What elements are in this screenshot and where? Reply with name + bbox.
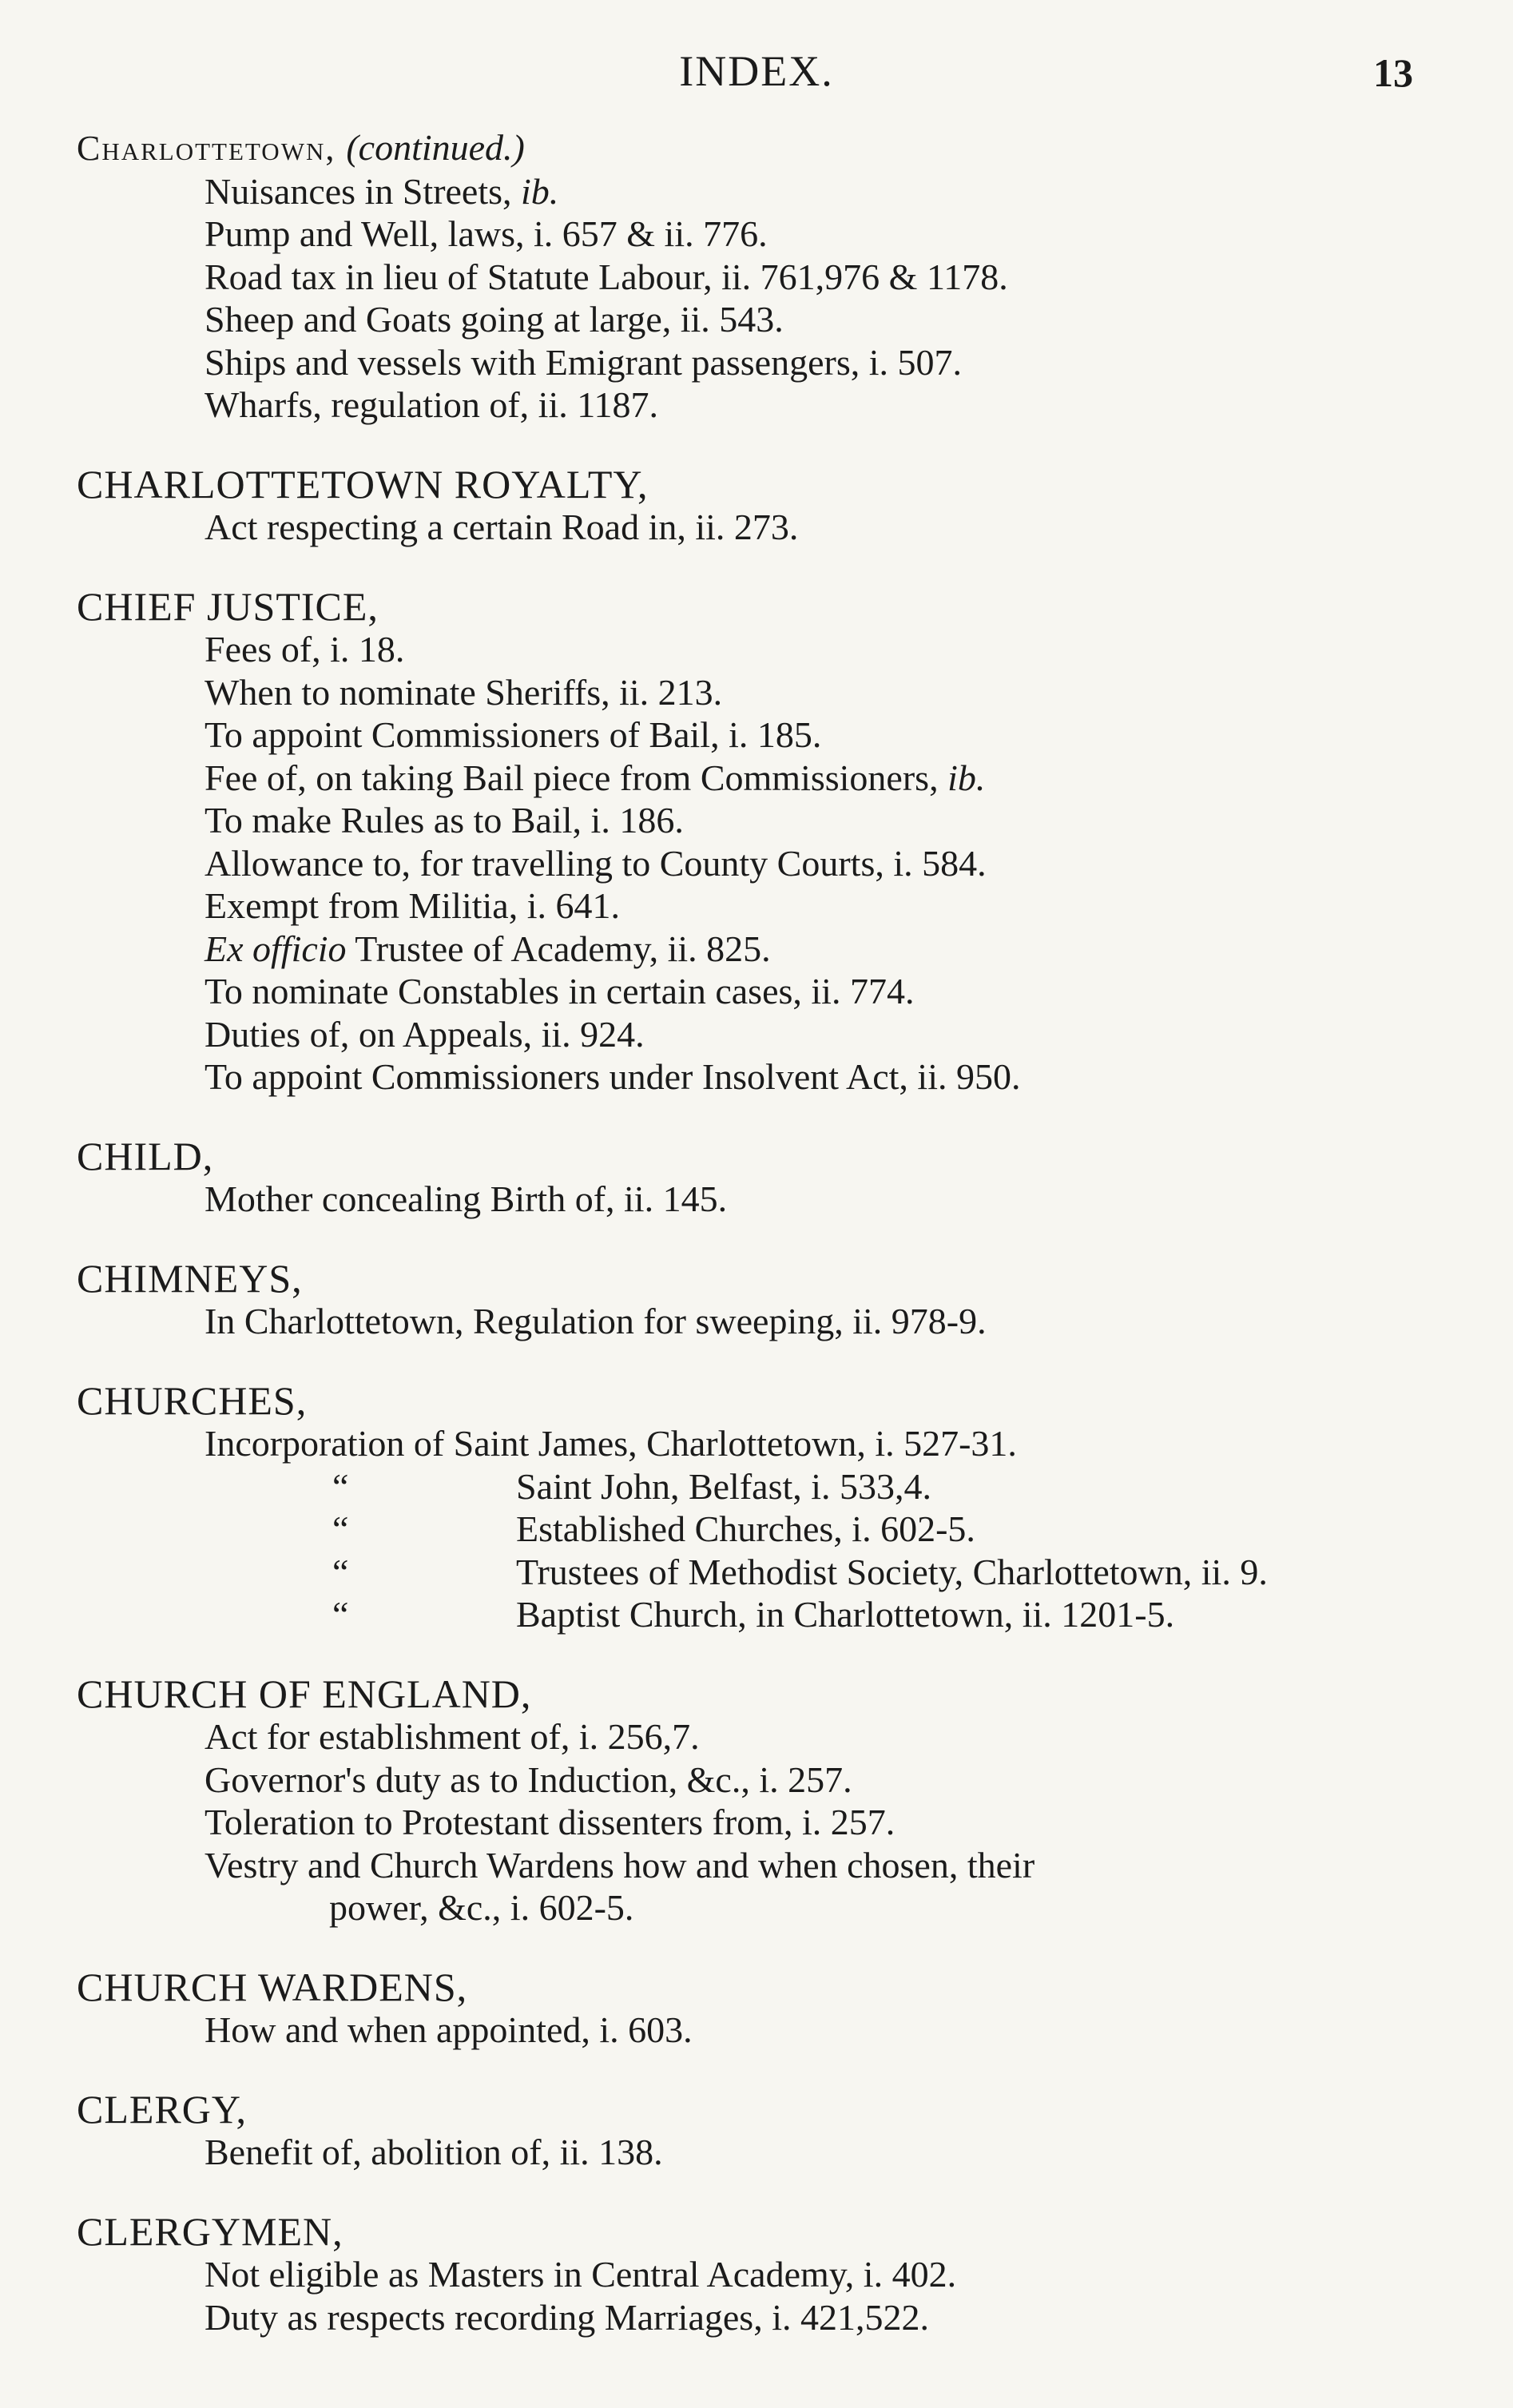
subline-text: Fee of, on taking Bail piece from Commissioners, — [205, 757, 948, 798]
entry-subline — [77, 1801, 1451, 1844]
running-title: INDEX. — [679, 47, 834, 95]
italic-reference: ib. — [521, 170, 559, 212]
subline-text: When to nominate Sheriffs, ii. 213. — [205, 671, 723, 713]
entry-subline — [77, 1300, 1451, 1343]
entry-subline — [77, 256, 1451, 299]
subline-text: Benefit of, abolition of, ii. 138. — [205, 2132, 663, 2172]
index-entry — [77, 583, 1451, 1099]
entry-heading-text: CHURCH OF ENGLAND, — [77, 1671, 532, 1716]
subline-text: Trustee of Academy, ii. 825. — [346, 928, 771, 969]
entry-subline — [77, 1422, 1451, 1465]
subline-text: Toleration to Protestant dissenters from, i. 257. — [205, 1802, 895, 1842]
index-entry — [77, 126, 1451, 427]
entry-subline — [77, 713, 1451, 757]
entry-subline — [77, 1886, 1451, 1929]
entry-subline — [77, 970, 1451, 1013]
entry-heading-text: CHARLOTTETOWN ROYALTY, — [77, 461, 649, 507]
ditto-mark: “ — [332, 1594, 349, 1635]
subline-text: To nominate Constables in certain cases, ii. 774. — [205, 971, 915, 1011]
subline-text: Mother concealing Birth of, ii. 145. — [205, 1178, 728, 1219]
entry-heading-text: CLERGYMEN, — [77, 2208, 344, 2254]
entry-subline — [77, 842, 1451, 885]
ditto-mark: “ — [332, 1508, 349, 1549]
entry-subline — [77, 506, 1451, 549]
entry-subline — [77, 2253, 1451, 2296]
index-entry — [77, 1966, 1451, 2052]
ditto-subline — [77, 1593, 1451, 1636]
entry-subline — [77, 170, 1451, 213]
subline-text: Act respecting a certain Road in, ii. 273. — [205, 507, 799, 547]
subline-text: Fees of, i. 18. — [205, 629, 405, 670]
subline-text: Sheep and Goats going at large, ii. 543. — [205, 299, 784, 340]
entry-subline — [77, 757, 1451, 800]
subline-text: To appoint Commissioners under Insolvent Act, ii. 950. — [205, 1056, 1021, 1097]
ditto-mark: “ — [332, 1465, 349, 1507]
entry-subline — [77, 1844, 1451, 1887]
subline-text: Trustees of Methodist Society, Charlottetown, ii. 9. — [516, 1551, 1268, 1592]
entry-subline — [77, 884, 1451, 928]
subline-text: In Charlottetown, Regulation for sweeping, ii. 978-9. — [205, 1301, 987, 1341]
index-entry — [77, 2208, 1451, 2339]
index-entry — [77, 463, 1451, 549]
index-entry — [77, 1377, 1451, 1636]
page-number: 13 — [1373, 50, 1413, 95]
entry-heading — [77, 2208, 1451, 2254]
subline-text: Saint John, Belfast, i. 533,4. — [516, 1465, 932, 1507]
entry-subline — [77, 1013, 1451, 1056]
entry-subline — [77, 298, 1451, 341]
subline-text: Road tax in lieu of Statute Labour, ii. 761,976 & 1178. — [205, 256, 1008, 297]
entry-heading — [77, 1673, 1451, 1716]
subline-text: Pump and Well, laws, i. 657 & ii. 776. — [205, 213, 768, 254]
entry-subline — [77, 671, 1451, 714]
entry-subline — [77, 2296, 1451, 2339]
entry-subline — [77, 1715, 1451, 1758]
subline-text: Exempt from Militia, i. 641. — [205, 885, 620, 926]
entry-heading — [77, 1377, 1451, 1423]
ditto-subline — [77, 1508, 1451, 1551]
subline-text: Not eligible as Masters in Central Academy, i. 402. — [205, 2254, 957, 2295]
subline-text: power, &c., i. 602-5. — [329, 1887, 634, 1928]
entry-heading-text: CHURCH WARDENS, — [77, 1964, 468, 2009]
entry-heading — [77, 463, 1451, 507]
entry-subline — [77, 2131, 1451, 2174]
entry-heading-text: CHIEF JUSTICE, — [77, 583, 379, 629]
index-entry — [77, 1673, 1451, 1929]
subline-text: Act for establishment of, i. 256,7. — [205, 1716, 700, 1757]
entry-subline — [77, 799, 1451, 842]
subline-text: Established Churches, i. 602-5. — [516, 1508, 975, 1549]
entry-subline — [77, 1055, 1451, 1099]
ditto-subline — [77, 1551, 1451, 1594]
italic-reference: ib. — [947, 757, 986, 798]
entry-subline — [77, 628, 1451, 671]
subline-text: How and when appointed, i. 603. — [205, 2009, 693, 2050]
subline-text: To appoint Commissioners of Bail, i. 185. — [205, 714, 822, 755]
entry-heading — [77, 1135, 1451, 1178]
subline-text: Governor's duty as to Induction, &c., i. 257. — [205, 1758, 852, 1800]
entry-subline — [77, 1758, 1451, 1802]
subline-text: Incorporation of Saint James, Charlottetown, i. 527-31. — [205, 1423, 1017, 1464]
entry-heading-text: Charlottetown, — [77, 129, 336, 168]
entry-heading-text: CHIMNEYS, — [77, 1255, 303, 1301]
italic-term: Ex officio — [205, 928, 347, 969]
entry-heading — [77, 1255, 1451, 1301]
subline-text: Duties of, on Appeals, ii. 924. — [205, 1013, 645, 1055]
index-entries — [77, 126, 1451, 2375]
subline-text: Allowance to, for travelling to County Courts, i. 584. — [205, 842, 987, 884]
subline-text: Duty as respects recording Marriages, i. 421,522. — [205, 2296, 929, 2338]
entry-heading — [77, 1966, 1451, 2009]
entry-subline — [77, 341, 1451, 384]
entry-subline — [77, 213, 1451, 256]
entry-heading-note: (continued.) — [346, 127, 525, 168]
index-entry — [77, 2088, 1451, 2174]
entry-heading — [77, 583, 1451, 629]
entry-subline — [77, 383, 1451, 427]
entry-subline — [77, 928, 1451, 971]
entry-subline — [77, 2009, 1451, 2052]
index-entry — [77, 1135, 1451, 1221]
entry-heading-text: CHILD, — [77, 1133, 214, 1178]
subline-text: Nuisances in Streets, — [205, 170, 522, 212]
subline-text: Baptist Church, in Charlottetown, ii. 1201-5. — [516, 1594, 1175, 1635]
ditto-subline — [77, 1465, 1451, 1508]
ditto-mark: “ — [332, 1551, 349, 1592]
entry-heading-text: CHURCHES, — [77, 1377, 308, 1423]
subline-text: To make Rules as to Bail, i. 186. — [205, 800, 684, 840]
entry-heading — [77, 126, 1451, 170]
entry-subline — [77, 1178, 1451, 1221]
subline-text: Vestry and Church Wardens how and when chosen, their — [205, 1844, 1035, 1885]
entry-heading — [77, 2088, 1451, 2132]
index-entry — [77, 1255, 1451, 1343]
subline-text: Ships and vessels with Emigrant passengers, i. 507. — [205, 341, 963, 383]
entry-heading-text: CLERGY, — [77, 2086, 248, 2132]
subline-text: Wharfs, regulation of, ii. 1187. — [205, 384, 659, 425]
